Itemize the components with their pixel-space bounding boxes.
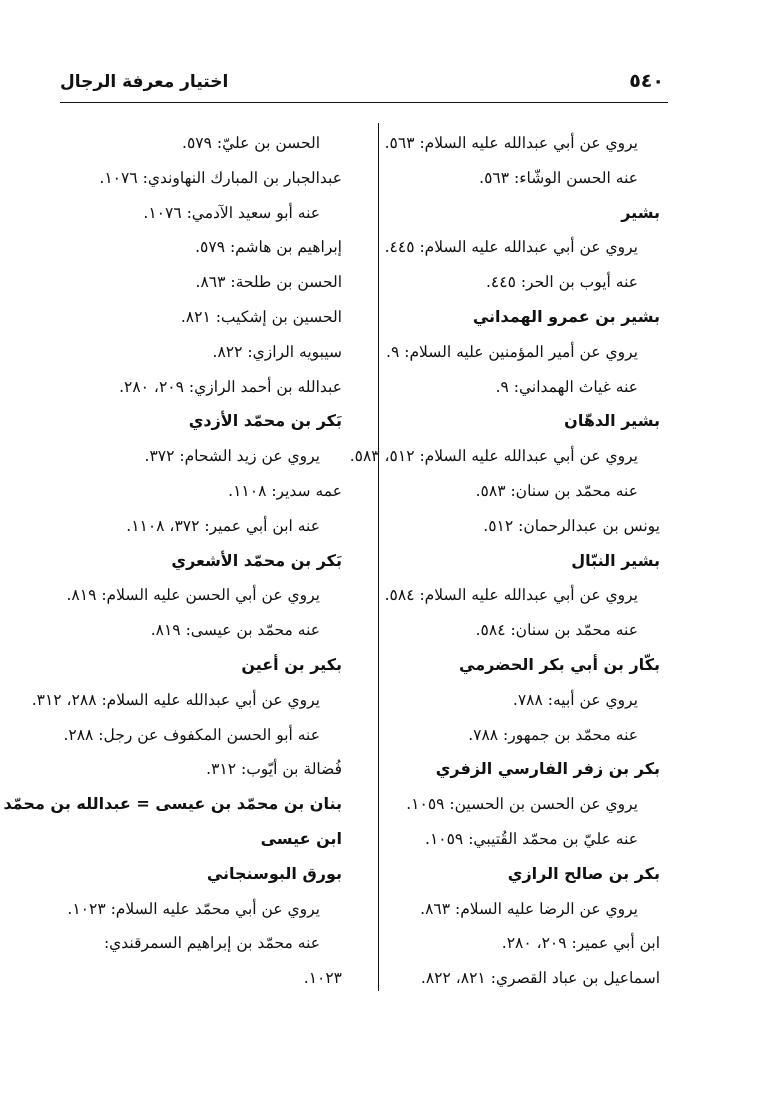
entry-line: الحسين بن إشكيب: ٨٢١. <box>180 307 342 326</box>
entry-heading: بكر بن صالح الرازي <box>507 863 660 883</box>
entry-line: عنه أبو سعيد الآدمي: ١٠٧٦. <box>143 203 320 222</box>
entry-line: يروي عن أبي الحسن عليه السلام: ٨١٩. <box>66 586 320 605</box>
entry-line: عنه محمّد بن جمهور: ٧٨٨. <box>468 725 638 744</box>
page-header <box>60 66 668 96</box>
entry-heading: ابن عيسى <box>260 828 342 848</box>
entry-line: يروي عن الرضا عليه السلام: ٨٦٣. <box>420 899 638 918</box>
entry-line: يروي عن أمير المؤمنين عليه السلام: ٩. <box>386 342 638 361</box>
entry-line: ١٠٢٣. <box>303 969 342 988</box>
entry-line: ابن أبي عمير: ٢٠٩، ٢٨٠. <box>501 934 660 953</box>
entry-line: يروي عن أبي عبدالله عليه السلام: ٤٤٥. <box>384 238 638 257</box>
entry-line: عنه الحسن الوشّاء: ٥٦٣. <box>479 168 638 187</box>
entry-line: عنه محمّد بن سنان: ٥٨٤. <box>475 621 638 640</box>
entry-heading: بشير <box>621 202 660 222</box>
entry-line: إبراهيم بن هاشم: ٥٧٩. <box>195 238 342 257</box>
entry-line: الحسن بن طلحة: ٨٦٣. <box>195 273 342 292</box>
entry-heading: بنان بن محمّد بن عيسى = عبدالله بن محمّد <box>3 794 342 814</box>
entry-heading: بشير النبّال <box>571 550 660 570</box>
entry-line: سيبويه الرازي: ٨٢٢. <box>212 342 342 361</box>
entry-line: عبدالجبار بن المبارك النهاوندي: ١٠٧٦. <box>99 168 342 187</box>
entry-line: عنه أبو الحسن المكفوف عن رجل: ٢٨٨. <box>63 725 320 744</box>
entry-heading: بَكر بن محمّد الأشعري <box>171 550 342 570</box>
entry-line: يروي عن الحسن بن الحسين: ١٠٥٩. <box>406 795 638 814</box>
entry-line: يروي عن أبي عبدالله عليه السلام: ٥١٢، ٥٨٣. <box>349 447 638 466</box>
entry-line: عنه ابن أبي عمير: ٣٧٢، ١١٠٨. <box>126 516 320 535</box>
entry-heading: بشير الدهّان <box>564 411 660 431</box>
entry-line: عنه محمّد بن عيسى: ٨١٩. <box>150 621 320 640</box>
entry-line: يروي عن أبي محمّد عليه السلام: ١٠٢٣. <box>67 899 320 918</box>
entry-line: يروي عن أبي عبدالله عليه السلام: ٢٨٨، ٣١٢. <box>31 690 320 709</box>
entry-heading: بكر بن زفر الفارسي الزفري <box>435 759 660 779</box>
entry-heading: بشير بن عمرو الهمداني <box>472 306 660 326</box>
entry-line: عنه محمّد بن سنان: ٥٨٣. <box>475 481 638 500</box>
entry-line: عنه محمّد بن إبراهيم السمرقندي: <box>103 934 320 953</box>
entry-line: يروي عن أبيه: ٧٨٨. <box>512 690 638 709</box>
entry-line: يروي عن أبي عبدالله عليه السلام: ٥٨٤. <box>384 586 638 605</box>
entry-heading: بَكر بن محمّد الأزدي <box>188 411 342 431</box>
entry-line: يروي عن أبي عبدالله عليه السلام: ٥٦٣. <box>384 134 638 152</box>
entry-line: عمه سدير: ١١٠٨. <box>228 481 342 500</box>
entry-heading: بكير بن أعين <box>241 654 342 674</box>
page-number: ٥٤٠ <box>629 70 664 92</box>
entry-line: اسماعيل بن عباد القصري: ٨٢١، ٨٢٢. <box>420 969 660 988</box>
entry-heading: بكّار بن أبي بكر الحضرمي <box>459 654 660 674</box>
entry-line: الحسن بن عليّ: ٥٧٩. <box>182 134 320 152</box>
entry-line: يروي عن زيد الشحام: ٣٧٢. <box>144 447 320 466</box>
entry-line: عنه غياث الهمداني: ٩. <box>495 377 638 396</box>
entry-heading: بورق البوسنجاني <box>206 863 342 883</box>
book-title: اختيار معرفة الرجال <box>60 72 229 92</box>
header-rule <box>60 102 668 103</box>
entry-line: عبدالله بن أحمد الرازي: ٢٠٩، ٢٨٠. <box>119 377 342 396</box>
right-column <box>349 126 660 996</box>
entry-line: عنه أيوب بن الحر: ٤٤٥. <box>485 273 638 292</box>
entry-line: فُضالة بن أيّوب: ٣١٢. <box>206 760 342 779</box>
left-column <box>3 126 342 996</box>
entry-line: عنه عليّ بن محمّد القُتيبي: ١٠٥٩. <box>425 829 638 848</box>
entry-line: يونس بن عبدالرحمان: ٥١٢. <box>483 516 660 535</box>
